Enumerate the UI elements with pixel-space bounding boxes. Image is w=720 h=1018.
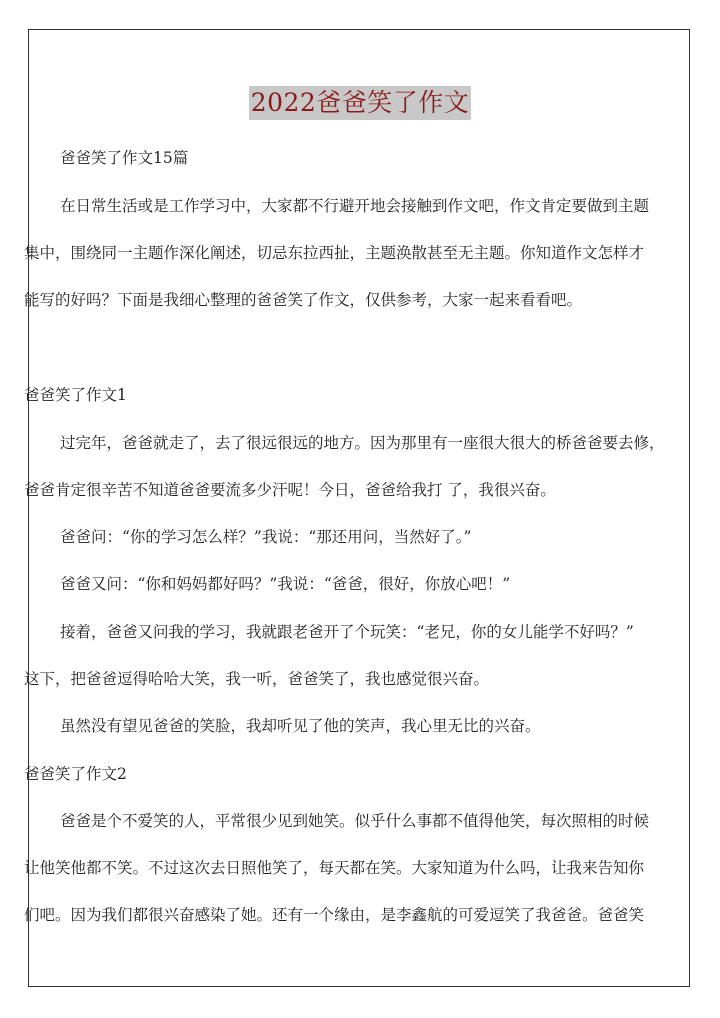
section-1-line-7: 虽然没有望见爸爸的笑脸，我却听见了他的笑声，我心里无比的兴奋。 <box>60 717 541 735</box>
document-subtitle: 爸爸笑了作文15篇 <box>60 149 189 167</box>
section-2-line-3: 们吧。因为我们都很兴奋感染了她。还有一个缘由，是李鑫航的可爱逗笑了我爸爸。爸爸笑 <box>24 906 645 924</box>
section-2-line-2: 让他笑他都不笑。不过这次去日照他笑了，每天都在笑。大家知道为什么吗，让我来告知你 <box>24 859 645 877</box>
section-1-line-6: 这下，把爸爸逗得哈哈大笑，我一听，爸爸笑了，我也感觉很兴奋。 <box>24 670 490 688</box>
intro-line-2: 集中，围绕同一主题作深化阐述，切忌东拉西扯，主题涣散甚至无主题。你知道作文怎样才 <box>24 244 645 262</box>
intro-line-1: 在日常生活或是工作学习中，大家都不行避开地会接触到作文吧，作文肯定要做到主题 <box>60 197 650 215</box>
title-wrap <box>0 86 720 120</box>
section-1-line-5: 接着，爸爸又问我的学习，我就跟老爸开了个玩笑：“老兄，你的女儿能学不好吗？” <box>60 623 634 641</box>
section-2-line-1: 爸爸是个不爱笑的人，平常很少见到她笑。似乎什么事都不值得他笑，每次照相的时候 <box>60 812 650 830</box>
intro-line-3: 能写的好吗？下面是我细心整理的爸爸笑了作文，仅供参考，大家一起来看看吧。 <box>24 291 583 309</box>
document-title: 2022爸爸笑了作文 <box>249 86 472 120</box>
section-1-line-2: 爸爸肯定很辛苦不知道爸爸要流多少汗呢！今日，爸爸给我打 了，我很兴奋。 <box>24 481 556 499</box>
section-1-heading: 爸爸笑了作文1 <box>24 386 127 404</box>
section-1-line-4: 爸爸又问：“你和妈妈都好吗？”我说：“爸爸，很好，你放心吧！” <box>60 575 511 593</box>
section-1-line-1: 过完年，爸爸就走了，去了很远很远的地方。因为那里有一座很大很大的桥爸爸要去修， <box>60 434 665 452</box>
section-2-heading: 爸爸笑了作文2 <box>24 765 127 783</box>
section-1-line-3: 爸爸问：“你的学习怎么样？”我说：“那还用问，当然好了。” <box>60 528 472 546</box>
